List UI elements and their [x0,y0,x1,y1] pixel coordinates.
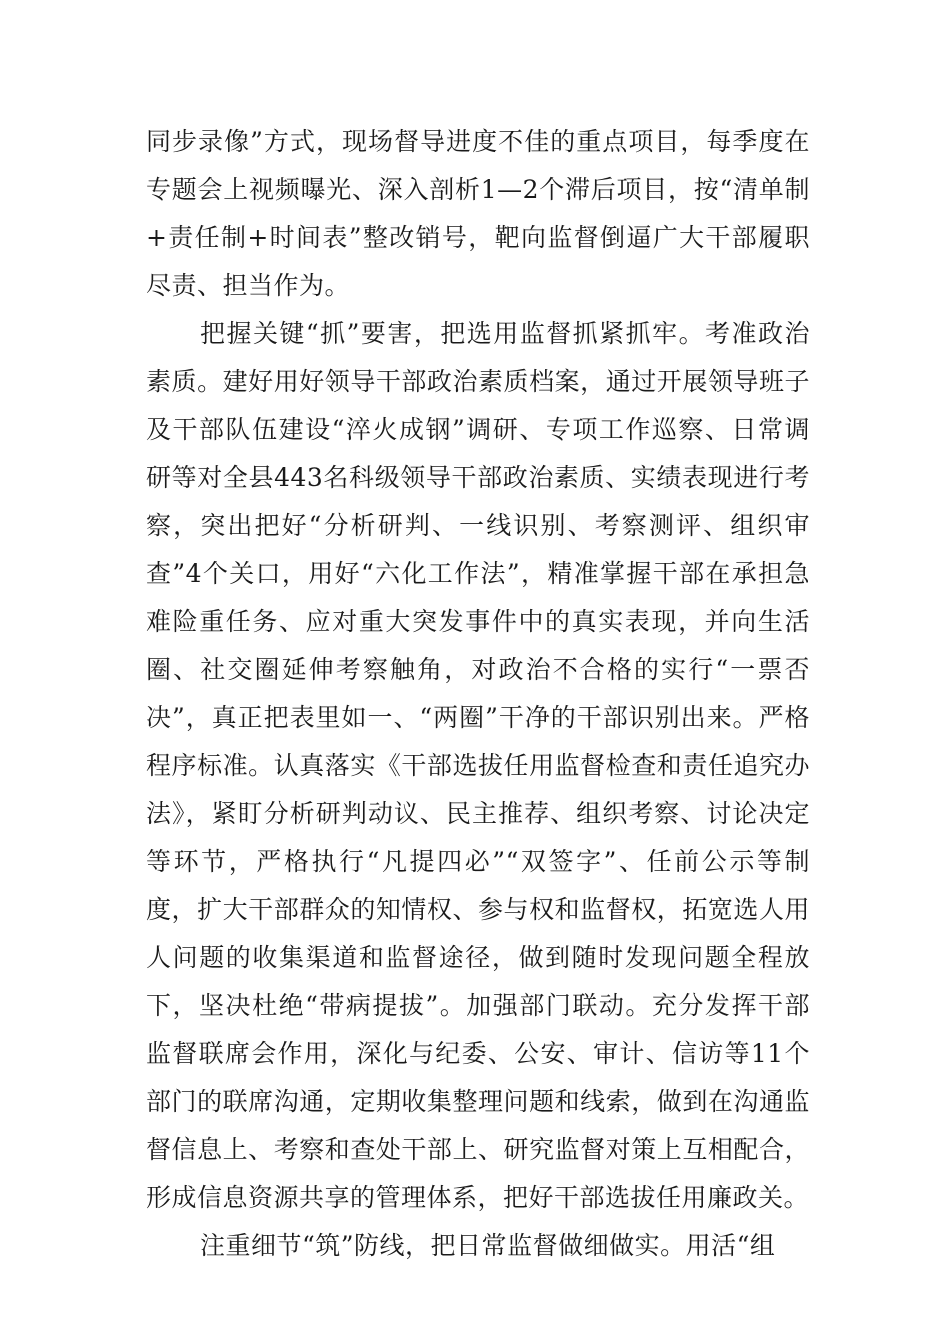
paragraph-daily-supervision: 注重细节“筑”防线，把日常监督做细做实。用活“组 [200,1231,776,1260]
paragraph-selection-supervision: 把握关键“抓”要害，把选用监督抓紧抓牢。考准政治素质。建好用好领导干部政治素质档案，通过开展领导班子及干部队伍建设“淬火成钢”调研、专项工作巡察、日常调研等对全县443名科级领导干部政治素质、实绩表现进行考察，突出把好“分析研判、一线识别、考察测评、组织审查”4个关口，用好“六化工作法”，精准掌握干部在承担急难险重任务、应对重大突发事件中的真实表现，并向生活圈、社交圈延伸考察触角，对政治不合格的实行“一票否决”，真正把表里如一、“两圈”干净的干部识别出来。严格程序标准。认真落实《干部选拔任用监督检查和责任追究办法》，紧盯分析研判动议、民主推荐、组织考察、讨论决定等环节，严格执行“凡提四必”“双签字”、任前公示等制度，扩大干部群众的知情权、参与权和监督权，拓宽选人用人问题的收集渠道和监督途径，做到随时发现问题全程放下，坚决杜绝“带病提拔”。加强部门联动。充分发挥干部监督联席会作用，深化与纪委、公安、审计、信访等11个部门的联席沟通，定期收集整理问题和线索，做到在沟通监督信息上、考察和查处干部上、研究监督对策上互相配合，形成信息资源共享的管理体系，把好干部选拔任用廉政关。 [146,319,810,1212]
paragraph-continuation: 同步录像”方式，现场督导进度不佳的重点项目，每季度在专题会上视频曝光、深入剖析1—2个滞后项目，按“清单制+责任制+时间表”整改销号，靶向监督倒逼广大干部履职尽责、担当作为。 [146,127,810,300]
document-body [146,118,810,1270]
